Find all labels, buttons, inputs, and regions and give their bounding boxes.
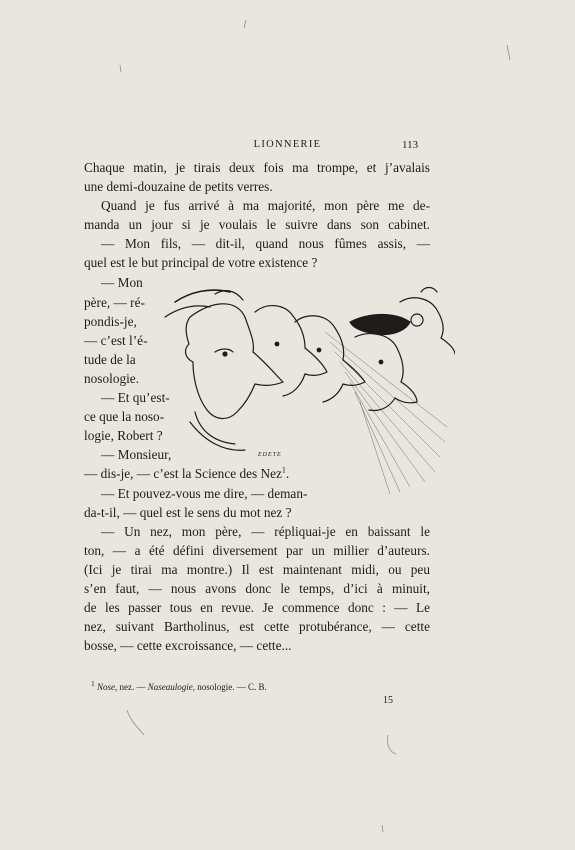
text-line: quel est le but principal de votre existence ? xyxy=(84,255,318,270)
nose-caricature-illustration xyxy=(155,282,455,502)
text-line: bosse, — cette excroissance, — cette... xyxy=(84,638,292,653)
footnote-term: Nose xyxy=(97,682,115,692)
text-line: Quand je fus arrivé à ma majorité, mon père me de- xyxy=(101,198,430,213)
text-line: — dis-je, — c’est la Science des Nez$^1$. xyxy=(84,465,290,481)
footnote-text: , nosologie. — C. B. xyxy=(192,682,267,692)
text-line: ce que la noso- xyxy=(84,409,165,424)
illustrator-signature: EDETE xyxy=(258,452,282,458)
text-line: s’en faut, — nous avons donc le temps, d’ici à minuit, xyxy=(84,581,430,596)
text-line: — Monsieur, xyxy=(101,447,172,462)
text-line: — Et pouvez-vous me dire, — deman- xyxy=(101,486,308,501)
text-line: — c’est l’é- xyxy=(84,333,148,348)
text-line: pondis-je, xyxy=(84,314,137,329)
footnote-mark: 1 xyxy=(91,679,95,688)
text-line: nosologie. xyxy=(84,371,140,386)
text-line: logie, Robert ? xyxy=(84,428,163,443)
text-line: — Et qu’est- xyxy=(101,390,170,405)
footnote-ref: 1 xyxy=(281,465,286,475)
text-line: une demi-douzaine de petits verres. xyxy=(84,179,273,194)
text-line: manda un jour si je voulais le suivre dans son cabinet. xyxy=(84,217,430,232)
text-line: père, — ré- xyxy=(84,295,145,310)
text-line: de les passer tous en revue. Je commence donc : — Le xyxy=(84,600,430,615)
text-line: — Mon fils, — dit-il, quand nous fûmes assis, — xyxy=(101,236,430,251)
text-line: da-t-il, — quel est le sens du mot nez ? xyxy=(84,505,292,520)
page-number: 113 xyxy=(402,139,419,151)
printer-signature-mark: 15 xyxy=(383,695,393,706)
text-line: nez, suivant Bartholinus, est cette protubérance, — cette xyxy=(84,619,430,634)
footnote xyxy=(91,679,267,692)
text-line: Chaque matin, je tirais deux fois ma trompe, et j’avalais xyxy=(84,160,430,175)
text-line: — Un nez, mon père, — répliquai-je en baissant le xyxy=(101,524,430,539)
text-line: — Mon xyxy=(101,275,143,290)
text-line: tude de la xyxy=(84,352,136,367)
text-fragment: — dis-je, — c’est la Science des Nez xyxy=(84,466,282,481)
footnote-text: , nez. — xyxy=(115,682,148,692)
text-line: (Ici je tirai ma montre.) Il est maintenant midi, ou peu xyxy=(84,562,430,577)
running-header-title: LIONNERIE xyxy=(253,139,322,150)
text-line: ton, — a été défini diversement par un millier d’auteurs. xyxy=(84,543,430,558)
footnote-term: Naseaulogie xyxy=(147,682,193,692)
